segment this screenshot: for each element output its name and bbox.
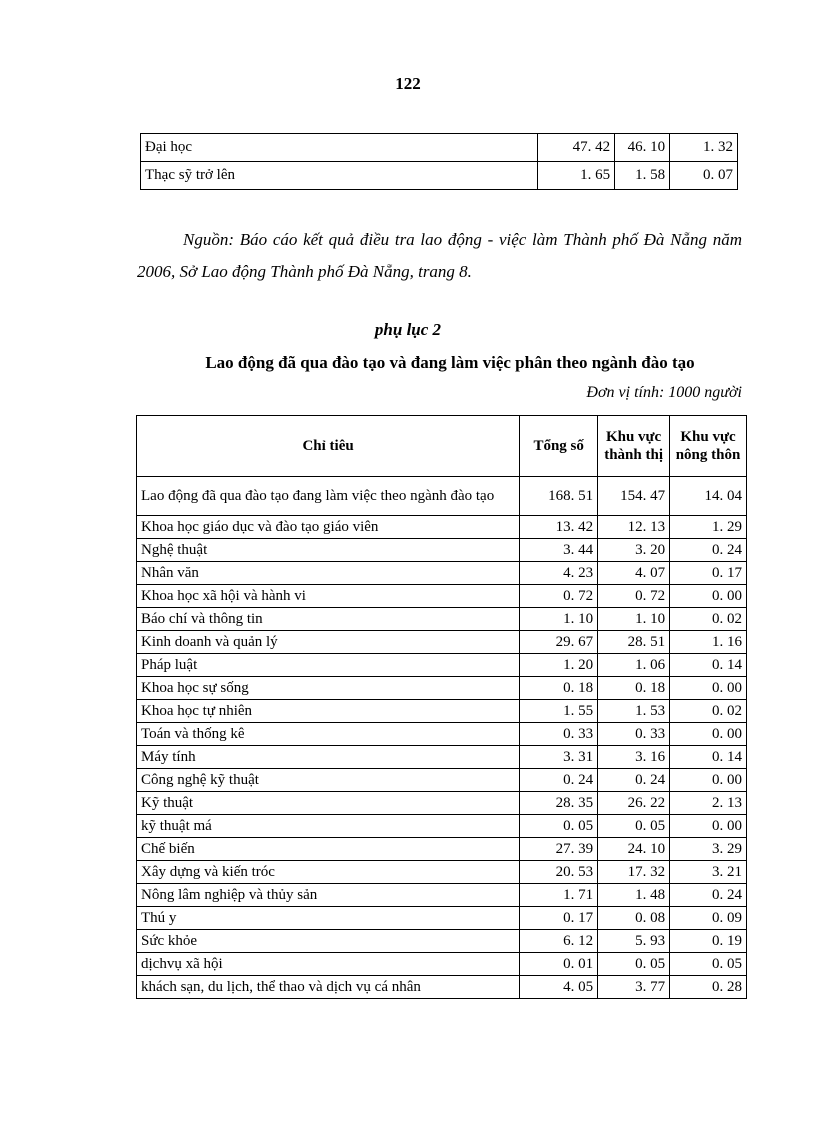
total-cell: 27. 39: [520, 838, 598, 861]
row-label: Khoa học sự sống: [137, 677, 520, 700]
urban-cell: 1. 48: [598, 884, 670, 907]
row-label: Xây dựng và kiến tróc: [137, 861, 520, 884]
table-row: [137, 723, 747, 746]
value-cell: 1. 65: [538, 162, 615, 190]
table-row: [137, 562, 747, 585]
total-cell: 4. 05: [520, 976, 598, 999]
table-row: [137, 631, 747, 654]
total-cell: 6. 12: [520, 930, 598, 953]
urban-cell: 17. 32: [598, 861, 670, 884]
value-cell: 1. 32: [670, 134, 738, 162]
row-label: dịchvụ xã hội: [137, 953, 520, 976]
table-row: [137, 677, 747, 700]
urban-cell: 0. 08: [598, 907, 670, 930]
training-field-table: [136, 415, 747, 999]
urban-cell: 3. 16: [598, 746, 670, 769]
row-label: Khoa học xã hội và hành vi: [137, 585, 520, 608]
table-row: [137, 930, 747, 953]
row-label: Báo chí và thông tin: [137, 608, 520, 631]
row-label: Pháp luật: [137, 654, 520, 677]
rural-cell: 0. 00: [670, 585, 747, 608]
urban-cell: 5. 93: [598, 930, 670, 953]
urban-cell: 0. 05: [598, 815, 670, 838]
row-label: Kỹ thuật: [137, 792, 520, 815]
table-row: [137, 585, 747, 608]
rural-cell: 3. 21: [670, 861, 747, 884]
table-row: [137, 815, 747, 838]
row-label: Nhân văn: [137, 562, 520, 585]
row-label: kỹ thuật má: [137, 815, 520, 838]
page-number: 122: [395, 74, 421, 93]
urban-cell: 3. 20: [598, 539, 670, 562]
total-cell: 0. 05: [520, 815, 598, 838]
row-label: khách sạn, du lịch, thể thao và dịch vụ cá nhân: [137, 976, 520, 999]
rural-cell: 1. 29: [670, 516, 747, 539]
rural-cell: 0. 14: [670, 746, 747, 769]
row-label: Nông lâm nghiệp và thủy sản: [137, 884, 520, 907]
urban-cell: 1. 53: [598, 700, 670, 723]
urban-cell: 12. 13: [598, 516, 670, 539]
total-cell: 1. 55: [520, 700, 598, 723]
row-label: Máy tính: [137, 746, 520, 769]
rural-cell: 0. 05: [670, 953, 747, 976]
rural-cell: 0. 02: [670, 608, 747, 631]
row-label: Khoa học giáo dục và đào tạo giáo viên: [137, 516, 520, 539]
education-level-table: [140, 133, 738, 190]
source-note-text: Nguồn: Báo cáo kết quả điều tra lao động - việc làm Thành phố Đà Nẵng năm 2006, Sở Lao động Thành phố Đà Nẵng, trang 8.: [137, 230, 742, 281]
table-row: [137, 539, 747, 562]
header-indicator: Chỉ tiêu: [137, 416, 520, 477]
urban-cell: 4. 07: [598, 562, 670, 585]
table-row: [137, 654, 747, 677]
total-cell: 29. 67: [520, 631, 598, 654]
rural-cell: 3. 29: [670, 838, 747, 861]
table-row: [137, 792, 747, 815]
rural-cell: 0. 00: [670, 723, 747, 746]
row-label: Thạc sỹ trở lên: [141, 162, 538, 190]
table-row: [141, 162, 738, 190]
total-cell: 1. 71: [520, 884, 598, 907]
rural-cell: 0. 14: [670, 654, 747, 677]
urban-cell: 0. 72: [598, 585, 670, 608]
rural-cell: 0. 00: [670, 677, 747, 700]
table-row: [137, 976, 747, 999]
rural-cell: 0. 17: [670, 562, 747, 585]
total-cell: 168. 51: [520, 477, 598, 516]
total-cell: 1. 10: [520, 608, 598, 631]
row-label: Chế biến: [137, 838, 520, 861]
rural-cell: 0. 28: [670, 976, 747, 999]
table-row: [137, 516, 747, 539]
row-label: Sức khỏe: [137, 930, 520, 953]
value-cell: 1. 58: [615, 162, 670, 190]
rural-cell: 14. 04: [670, 477, 747, 516]
header-rural: Khu vực nông thôn: [670, 416, 747, 477]
total-cell: 0. 17: [520, 907, 598, 930]
total-cell: 20. 53: [520, 861, 598, 884]
total-cell: 13. 42: [520, 516, 598, 539]
table-row: [137, 838, 747, 861]
urban-cell: 0. 33: [598, 723, 670, 746]
rural-cell: 0. 24: [670, 884, 747, 907]
value-cell: 46. 10: [615, 134, 670, 162]
row-label: Nghệ thuật: [137, 539, 520, 562]
value-cell: 47. 42: [538, 134, 615, 162]
total-cell: 0. 24: [520, 769, 598, 792]
total-cell: 0. 18: [520, 677, 598, 700]
appendix-title: phụ lục 2: [374, 320, 442, 339]
table-row: [137, 884, 747, 907]
row-label: Công nghệ kỹ thuật: [137, 769, 520, 792]
row-label: Lao động đã qua đào tạo đang làm việc theo ngành đào tạo: [137, 477, 520, 516]
urban-cell: 24. 10: [598, 838, 670, 861]
table-row: [137, 907, 747, 930]
table-title: Lao động đã qua đào tạo và đang làm việc phân theo ngành đào tạo: [205, 353, 695, 372]
value-cell: 0. 07: [670, 162, 738, 190]
table-row: [137, 746, 747, 769]
urban-cell: 0. 05: [598, 953, 670, 976]
header-urban: Khu vực thành thị: [598, 416, 670, 477]
table-row: [137, 608, 747, 631]
row-label: Toán và thống kê: [137, 723, 520, 746]
rural-cell: 0. 09: [670, 907, 747, 930]
urban-cell: 1. 06: [598, 654, 670, 677]
rural-cell: 2. 13: [670, 792, 747, 815]
urban-cell: 0. 18: [598, 677, 670, 700]
table-row: [137, 861, 747, 884]
total-cell: 3. 44: [520, 539, 598, 562]
total-cell: 0. 33: [520, 723, 598, 746]
table-row: [137, 769, 747, 792]
total-cell: 0. 72: [520, 585, 598, 608]
row-label: Khoa học tự nhiên: [137, 700, 520, 723]
table-row: [137, 477, 747, 516]
rural-cell: 1. 16: [670, 631, 747, 654]
total-cell: 28. 35: [520, 792, 598, 815]
total-cell: 0. 01: [520, 953, 598, 976]
source-note: [137, 224, 742, 288]
total-cell: 3. 31: [520, 746, 598, 769]
urban-cell: 154. 47: [598, 477, 670, 516]
rural-cell: 0. 19: [670, 930, 747, 953]
row-label: Kinh doanh và quản lý: [137, 631, 520, 654]
table-row: [141, 134, 738, 162]
row-label: Thú y: [137, 907, 520, 930]
rural-cell: 0. 00: [670, 769, 747, 792]
urban-cell: 0. 24: [598, 769, 670, 792]
urban-cell: 28. 51: [598, 631, 670, 654]
total-cell: 1. 20: [520, 654, 598, 677]
rural-cell: 0. 24: [670, 539, 747, 562]
header-total: Tổng số: [520, 416, 598, 477]
table-row: [137, 700, 747, 723]
row-label: Đại học: [141, 134, 538, 162]
urban-cell: 3. 77: [598, 976, 670, 999]
urban-cell: 1. 10: [598, 608, 670, 631]
urban-cell: 26. 22: [598, 792, 670, 815]
rural-cell: 0. 02: [670, 700, 747, 723]
unit-label: Đơn vị tính: 1000 người: [586, 384, 742, 401]
table-header-row: [137, 416, 747, 477]
total-cell: 4. 23: [520, 562, 598, 585]
rural-cell: 0. 00: [670, 815, 747, 838]
table-row: [137, 953, 747, 976]
